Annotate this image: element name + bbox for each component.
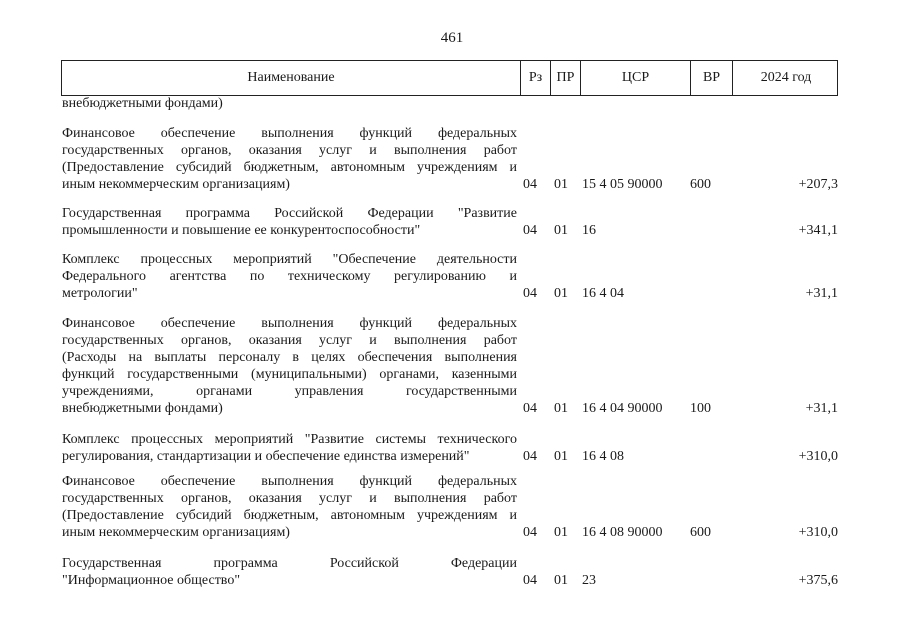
page-number: 461 (440, 30, 464, 46)
row-pr: 01 (554, 286, 568, 301)
row-amount: +341,1 (798, 223, 838, 238)
row-amount: +31,1 (805, 401, 838, 416)
header-year: 2024 год (732, 61, 839, 95)
row-name-line: (Предоставление субсидий бюджетным, автономным учреждениям и (62, 508, 517, 523)
row-name-line: учреждениями, органами управления государственными (62, 384, 517, 399)
row-name-line: иным некоммерческим организациям) (62, 177, 290, 192)
row-name-line: Государственная программа Российской Федерации (62, 556, 517, 571)
row-rz: 04 (523, 449, 537, 464)
row-name-line: Финансовое обеспечение выполнения функций федеральных (62, 316, 517, 331)
row-name-line: Комплекс процессных мероприятий "Обеспечение деятельности (62, 252, 517, 267)
table-row (62, 125, 840, 193)
row-rz: 04 (523, 401, 537, 416)
row-pr: 01 (554, 223, 568, 238)
row-name-line: Финансовое обеспечение выполнения функций федеральных (62, 474, 517, 489)
row-name-line: Комплекс процессных мероприятий "Развитие системы технического (62, 432, 517, 447)
row-name-line: функций государственными (муниципальными) органами, казенными (62, 367, 517, 382)
row-name-line: "Информационное общество" (62, 573, 241, 588)
row-name-line: (Предоставление субсидий бюджетным, автономным учреждениям и (62, 160, 517, 175)
table-row (62, 95, 840, 112)
row-name-line: Государственная программа Российской Федерации "Развитие (62, 206, 517, 221)
row-name-line: метрологии" (62, 286, 138, 301)
row-vr: 100 (690, 401, 711, 416)
row-name-line: государственных органов, оказания услуг и выполнения работ (62, 143, 517, 158)
row-amount: +31,1 (805, 286, 838, 301)
row-name-line: регулирования, стандартизации и обеспечение единства измерений" (62, 449, 470, 464)
row-name-line: внебюджетными фондами) (62, 96, 223, 111)
row-pr: 01 (554, 573, 568, 588)
table-row (62, 315, 840, 417)
row-csr: 16 (582, 223, 596, 238)
header-csr: ЦСР (580, 61, 690, 95)
row-name-line: внебюджетными фондами) (62, 401, 223, 416)
row-rz: 04 (523, 525, 537, 540)
row-amount: +310,0 (798, 525, 838, 540)
row-rz: 04 (523, 573, 537, 588)
table-row (62, 431, 840, 465)
row-csr: 23 (582, 573, 596, 588)
table-row (62, 251, 840, 302)
row-pr: 01 (554, 177, 568, 192)
row-vr: 600 (690, 177, 711, 192)
row-rz: 04 (523, 286, 537, 301)
row-csr: 16 4 08 (582, 449, 624, 464)
row-amount: +375,6 (798, 573, 838, 588)
row-pr: 01 (554, 401, 568, 416)
table-header (61, 60, 838, 96)
row-csr: 15 4 05 90000 (582, 177, 663, 192)
header-pr: ПР (550, 61, 580, 95)
row-csr: 16 4 04 (582, 286, 624, 301)
row-pr: 01 (554, 525, 568, 540)
table-row (62, 205, 840, 239)
row-name-line: государственных органов, оказания услуг и выполнения работ (62, 333, 517, 348)
header-name: Наименование (247, 70, 335, 85)
row-csr: 16 4 08 90000 (582, 525, 663, 540)
row-rz: 04 (523, 223, 537, 238)
row-name-line: промышленности и повышение ее конкурентоспособности" (62, 223, 421, 238)
table-row (62, 555, 840, 589)
row-vr: 600 (690, 525, 711, 540)
row-name-line: (Расходы на выплаты персоналу в целях обеспечения выполнения (62, 350, 517, 365)
row-pr: 01 (554, 449, 568, 464)
header-rz: Рз (520, 61, 550, 95)
row-rz: 04 (523, 177, 537, 192)
header-vr: ВР (690, 61, 732, 95)
row-name-line: иным некоммерческим организациям) (62, 525, 290, 540)
row-name-line: государственных органов, оказания услуг и выполнения работ (62, 491, 517, 506)
row-csr: 16 4 04 90000 (582, 401, 663, 416)
row-name-line: Федерального агентства по техническому регулированию и (62, 269, 517, 284)
row-amount: +310,0 (798, 449, 838, 464)
row-amount: +207,3 (798, 177, 838, 192)
row-name-line: Финансовое обеспечение выполнения функций федеральных (62, 126, 517, 141)
table-row (62, 473, 840, 541)
